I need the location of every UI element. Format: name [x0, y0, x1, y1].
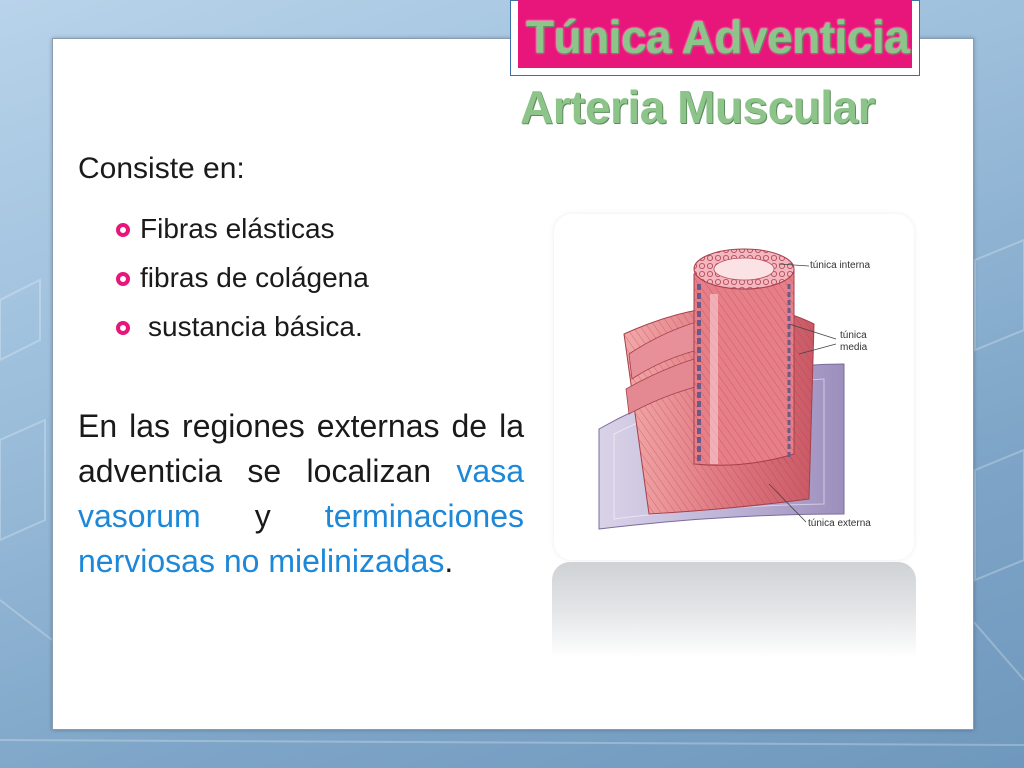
- label-tunica-externa: túnica externa: [808, 518, 871, 529]
- bullet-list: [116, 204, 369, 351]
- bullet-label: Fibras elásticas: [140, 212, 335, 244]
- list-item: [116, 253, 369, 302]
- body-paragraph: [78, 404, 524, 584]
- bullet-label: sustancia básica.: [148, 310, 363, 342]
- diagram-reflection: [552, 562, 916, 658]
- artery-diagram: [554, 214, 914, 560]
- bullet-circle-icon: [116, 321, 130, 335]
- label-tunica-interna: túnica interna: [810, 260, 871, 271]
- title-line-2: Arteria Muscular: [520, 81, 876, 133]
- bullet-label: fibras de colágena: [140, 261, 369, 293]
- bullet-circle-icon: [116, 223, 130, 237]
- paragraph-text: y: [200, 498, 325, 534]
- label-tunica-media-line1: túnica: [840, 330, 867, 341]
- title-line-1: Túnica Adventicia: [526, 11, 910, 63]
- paragraph-text: En las regiones externas de la adventicia se localizan: [78, 408, 524, 489]
- bullet-circle-icon: [116, 272, 130, 286]
- label-tunica-media-line2: media: [840, 342, 868, 353]
- highlight-vasa-vasorum: vasa vasorum: [78, 453, 524, 534]
- intro-text: Consiste en:: [78, 152, 245, 185]
- list-item: [116, 204, 369, 253]
- paragraph-text: .: [444, 543, 454, 579]
- highlight-terminaciones: terminaciones nerviosas no mielinizadas: [78, 498, 524, 579]
- list-item: [116, 302, 369, 351]
